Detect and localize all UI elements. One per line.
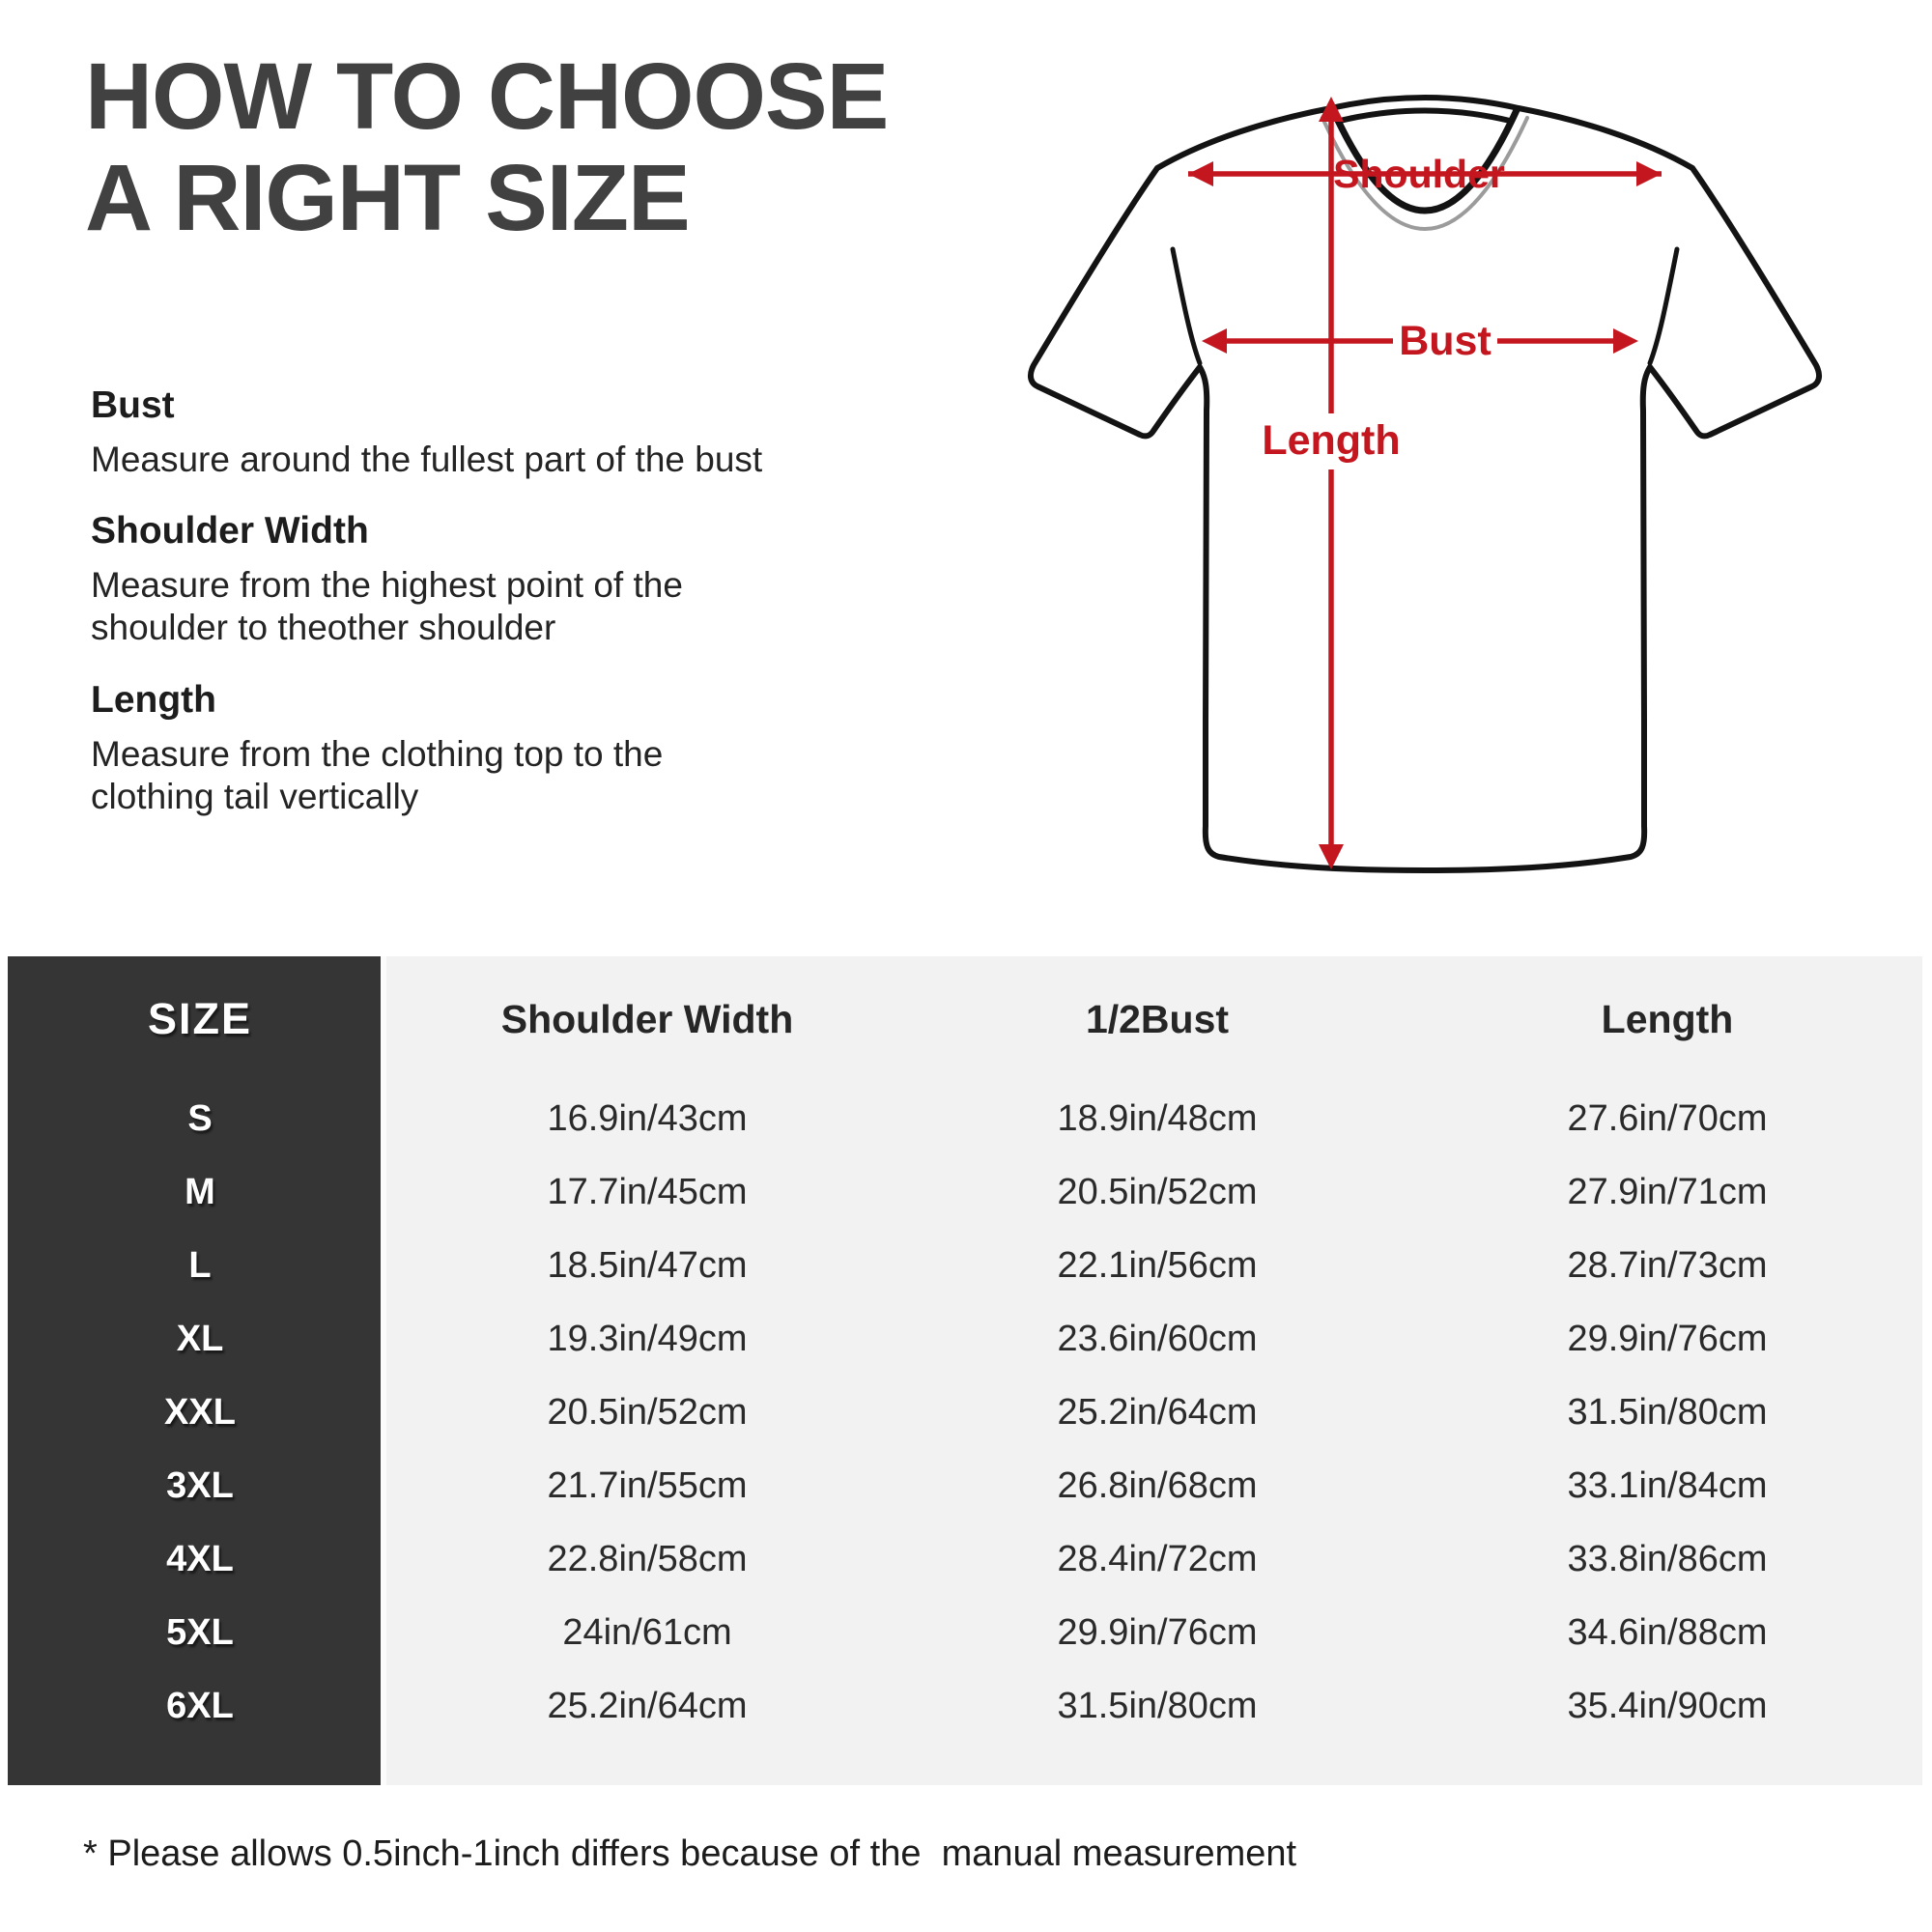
row-6xl-half-bust: 31.5in/80cm <box>1057 1685 1258 1726</box>
row-m-half-bust: 20.5in/52cm <box>1057 1171 1258 1212</box>
row-l-size-label: L <box>188 1244 212 1286</box>
row-5xl-size-label: 5XL <box>166 1611 234 1653</box>
bust-arrow-label: Bust <box>1399 318 1492 364</box>
page-title-line1: HOW TO CHOOSE <box>85 43 889 149</box>
row-xl-half-bust: 23.6in/60cm <box>1057 1318 1258 1359</box>
row-3xl-size-label: 3XL <box>166 1464 234 1506</box>
size-table <box>8 956 1922 1785</box>
row-xl-size-label: XL <box>176 1318 224 1359</box>
instruction-bust-body: Measure around the fullest part of the bust <box>91 440 763 479</box>
row-6xl-size-label: 6XL <box>166 1685 234 1726</box>
instruction-shoulder-width-heading: Shoulder Width <box>91 510 369 552</box>
column-header-shoulder-width: Shoulder Width <box>500 996 794 1041</box>
row-6xl-shoulder: 25.2in/64cm <box>547 1685 748 1726</box>
row-xl-length: 29.9in/76cm <box>1567 1318 1768 1359</box>
instruction-length-body: Measure from the clothing top to the clothing tail vertically <box>91 734 664 817</box>
row-3xl-length: 33.1in/84cm <box>1567 1464 1768 1506</box>
row-l-half-bust: 22.1in/56cm <box>1057 1244 1258 1286</box>
row-4xl-size-label: 4XL <box>166 1538 234 1579</box>
column-header-size: SIZE <box>147 994 253 1043</box>
row-s-size-label: S <box>187 1097 213 1139</box>
row-xl-shoulder: 19.3in/49cm <box>547 1318 748 1359</box>
row-xxl-half-bust: 25.2in/64cm <box>1057 1391 1258 1433</box>
column-header-half-bust: 1/2Bust <box>1085 996 1230 1041</box>
row-5xl-shoulder: 24in/61cm <box>562 1611 732 1653</box>
row-xxl-shoulder: 20.5in/52cm <box>547 1391 748 1433</box>
row-xxl-length: 31.5in/80cm <box>1567 1391 1768 1433</box>
tshirt-measurement-diagram <box>792 58 1913 927</box>
row-l-length: 28.7in/73cm <box>1567 1244 1768 1286</box>
page-title <box>85 43 889 250</box>
row-5xl-half-bust: 29.9in/76cm <box>1057 1611 1258 1653</box>
instruction-length <box>91 679 786 819</box>
column-header-length: Length <box>1601 996 1734 1041</box>
instruction-bust <box>91 384 786 481</box>
row-s-half-bust: 18.9in/48cm <box>1057 1097 1258 1139</box>
size-table-grid <box>8 956 1922 1785</box>
shoulder-arrow-label: Shoulder <box>1333 152 1505 196</box>
row-5xl-length: 34.6in/88cm <box>1567 1611 1768 1653</box>
instruction-length-heading: Length <box>91 679 216 721</box>
instruction-shoulder-width <box>91 510 786 650</box>
row-3xl-half-bust: 26.8in/68cm <box>1057 1464 1258 1506</box>
row-4xl-half-bust: 28.4in/72cm <box>1057 1538 1258 1579</box>
row-s-shoulder: 16.9in/43cm <box>547 1097 748 1139</box>
instruction-shoulder-width-body: Measure from the highest point of the shoulder to theother shoulder <box>91 565 683 648</box>
row-m-size-label: M <box>185 1171 215 1212</box>
row-l-shoulder: 18.5in/47cm <box>547 1244 748 1286</box>
measurement-disclaimer: * Please allows 0.5inch-1inch differs because of the manual measurement <box>83 1833 1297 1874</box>
instruction-bust-heading: Bust <box>91 384 175 426</box>
row-m-shoulder: 17.7in/45cm <box>547 1171 748 1212</box>
row-3xl-shoulder: 21.7in/55cm <box>547 1464 748 1506</box>
row-6xl-length: 35.4in/90cm <box>1567 1685 1768 1726</box>
length-arrow-label: Length <box>1262 417 1401 464</box>
row-s-length: 27.6in/70cm <box>1567 1097 1768 1139</box>
row-4xl-length: 33.8in/86cm <box>1567 1538 1768 1579</box>
row-m-length: 27.9in/71cm <box>1567 1171 1768 1212</box>
page-title-line2: A RIGHT SIZE <box>85 144 690 250</box>
row-xxl-size-label: XXL <box>164 1391 236 1433</box>
row-4xl-shoulder: 22.8in/58cm <box>547 1538 748 1579</box>
